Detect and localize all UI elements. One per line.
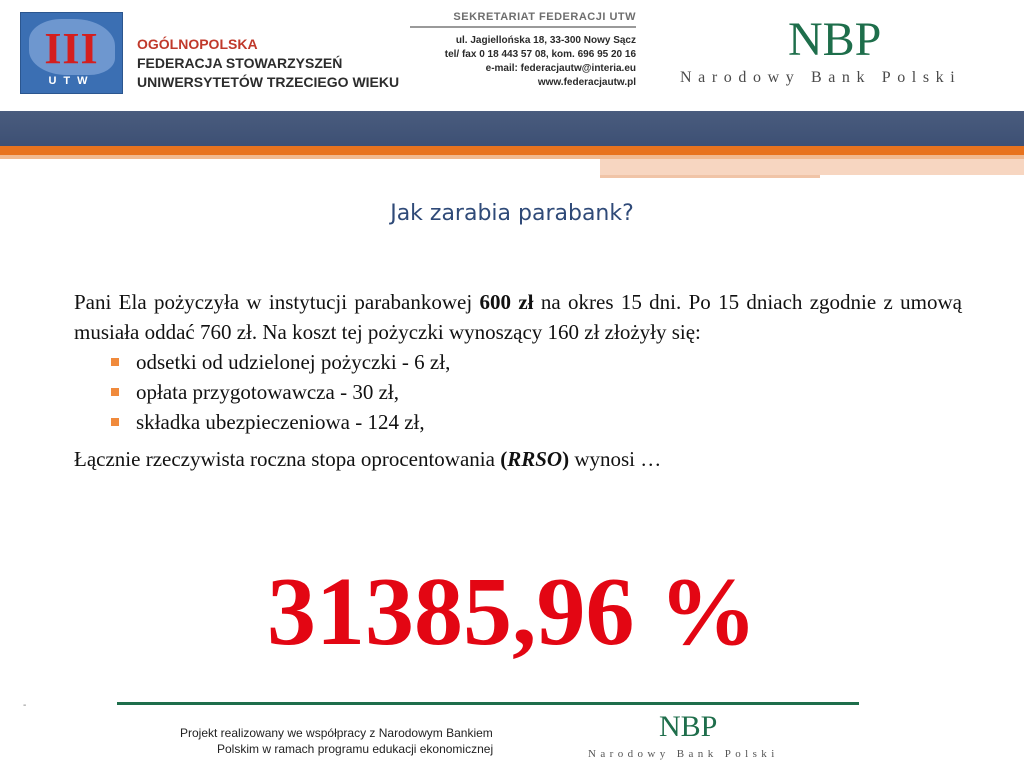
secretariat-website: www.federacjautw.pl <box>537 77 636 88</box>
intro-text-before: Pani Ela pożyczyła w instytucji parabankowej <box>74 290 480 314</box>
rrso-result-value: 31385,96 % <box>267 558 757 666</box>
footer-nbp-letters: NBP <box>659 710 718 743</box>
header-band-blue <box>0 111 1024 146</box>
header-band-thin-line <box>600 175 820 178</box>
slide-title: Jak zarabia parabank? <box>390 201 634 226</box>
list-item-text: opłata przygotowawcza - 30 zł, <box>136 380 399 404</box>
list-item-text: odsetki od udzielonej pożyczki - 6 zł, <box>136 350 451 374</box>
list-item <box>111 407 962 437</box>
list-item <box>111 377 962 407</box>
intro-paragraph <box>74 287 962 347</box>
org-name-line-2: FEDERACJA STOWARZYSZEŃ <box>137 55 343 71</box>
footer-nbp-logo <box>588 712 808 760</box>
summary-text-before: Łącznie rzeczywista roczna stopa oprocentowania <box>74 447 501 471</box>
loan-amount: 600 zł <box>479 290 534 314</box>
footer-line-2: Polskim w ramach programu edukacji ekonomicznej <box>217 742 494 756</box>
square-bullet-icon <box>111 418 119 426</box>
nbp-logo <box>680 15 1010 87</box>
cost-breakdown-list <box>111 347 962 437</box>
secretariat-title: SEKRETARIAT FEDERACJI UTW <box>453 11 636 23</box>
footer-line-1: Projekt realizowany we współpracy z Narodowym Bankiem <box>180 726 493 740</box>
secretariat-address: ul. Jagiellońska 18, 33-300 Nowy Sącz <box>455 35 636 46</box>
footer-dash: - <box>23 700 27 711</box>
footer-project-note <box>180 725 510 757</box>
secretariat-contact <box>410 11 636 90</box>
secretariat-phone: tel/ fax 0 18 443 57 08, kom. 696 95 20 16 <box>444 49 636 60</box>
utw-logo-abbr: UTW <box>48 75 95 87</box>
org-name-line-3: UNIWERSYTETÓW TRZECIEGO WIEKU <box>137 74 400 90</box>
list-item-text: składka ubezpieczeniowa - 124 zł, <box>136 410 425 434</box>
secretariat-divider <box>410 26 636 28</box>
nbp-logo-name: Narodowy Bank Polski <box>680 69 962 86</box>
organization-name <box>137 35 407 92</box>
org-name-line-1: OGÓLNOPOLSKA <box>137 36 258 52</box>
square-bullet-icon <box>111 388 119 396</box>
footer-divider <box>117 702 859 705</box>
slide-body <box>74 287 962 474</box>
header-band-peach-tab <box>600 159 1024 175</box>
utw-logo-numeral: III <box>44 24 99 73</box>
list-item <box>111 347 962 377</box>
rrso-close-paren: ) <box>562 447 570 471</box>
utw-logo <box>20 12 123 94</box>
intro-text-after: na okres 15 dni. Po 15 dniach zgodnie z umową musiała oddać 760 zł. Na koszt tej pożyczki wynoszący 160 zł złożyły się: <box>74 290 963 344</box>
rrso-open-paren: ( <box>500 447 508 471</box>
square-bullet-icon <box>111 358 119 366</box>
footer-nbp-name: Narodowy Bank Polski <box>588 748 779 760</box>
rrso-label: RRSO <box>507 447 563 471</box>
nbp-logo-letters: NBP <box>788 13 882 66</box>
summary-line <box>74 444 962 474</box>
summary-text-after: wynosi … <box>569 447 662 471</box>
header-band-orange <box>0 146 1024 155</box>
secretariat-email: e-mail: federacjautw@interia.eu <box>485 63 636 74</box>
